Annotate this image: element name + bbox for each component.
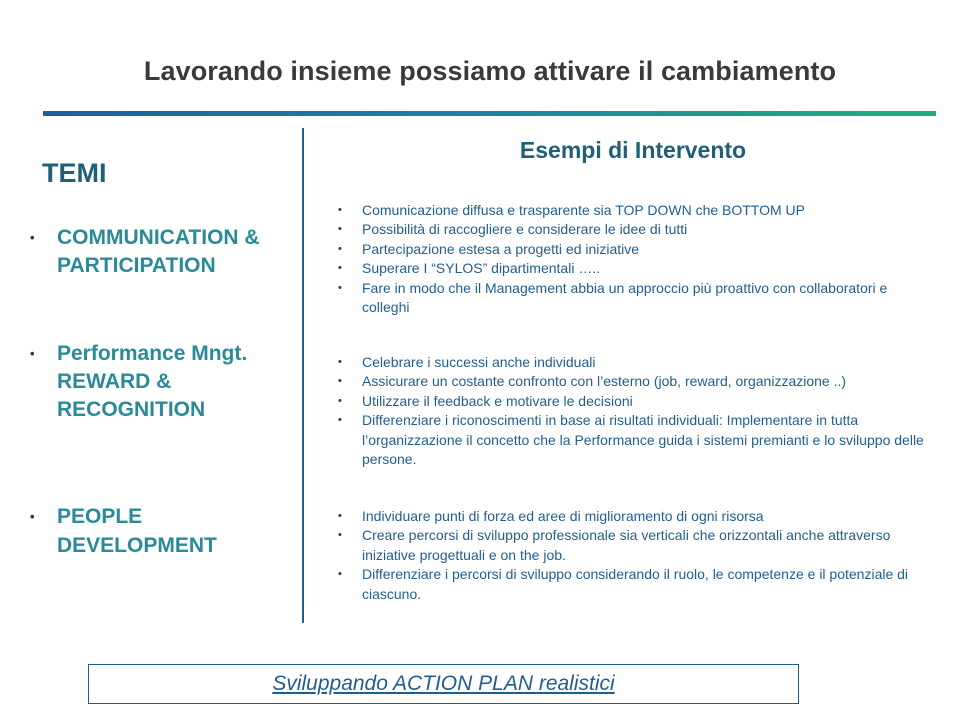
bullet-icon: • (30, 509, 35, 524)
bullet-icon: • (30, 230, 35, 245)
theme-label-line: COMMUNICATION & (57, 226, 260, 249)
bullet-icon: • (338, 568, 342, 581)
list-item (336, 507, 916, 526)
bullet-icon: • (338, 356, 342, 368)
list-item (336, 392, 932, 411)
theme-label-line: RECOGNITION (57, 398, 206, 421)
theme-label-line: REWARD & (57, 370, 172, 393)
list-item (336, 279, 916, 318)
column-divider (302, 128, 304, 623)
bullet-icon: • (338, 414, 342, 427)
list-item-text: Individuare punti di forza ed aree di miglioramento di ogni risorsa (362, 508, 764, 524)
list-item-text: Fare in modo che il Management abbia un approccio più proattivo con collaboratori e colleghi (362, 279, 888, 316)
list-item-text: Celebrare i successi anche individuali (362, 354, 596, 370)
temi-heading: TEMI (42, 158, 107, 188)
list-item (336, 353, 932, 372)
action-plan-box (88, 664, 799, 704)
bullet-icon: • (338, 223, 342, 236)
list-item-text: Differenziare i riconoscimenti in base ai risultati individuali: Implementare in tutta l’organizzazione il concetto che la Performance guida i sistemi premianti e lo sviluppo delle persone. (362, 412, 924, 468)
examples-list-people (336, 507, 916, 604)
bullet-icon: • (338, 281, 342, 294)
list-item-text: Creare percorsi di sviluppo professionale sia verticali che orizzontali anche attraverso iniziative progettuali e on the job. (362, 527, 891, 563)
theme-label-line: Performance Mngt. (57, 342, 248, 365)
title-divider (43, 111, 936, 116)
list-item (336, 526, 916, 565)
bullet-icon: • (338, 204, 342, 216)
examples-list-communication (336, 201, 916, 317)
theme-communication (30, 224, 300, 280)
list-item (336, 240, 916, 259)
list-item-text: Assicurare un costante confronto con l’esterno (job, reward, organizzazione ..) (362, 373, 847, 390)
slide-title: Lavorando insieme possiamo attivare il cambiamento (143, 56, 837, 86)
action-plan-link[interactable]: Sviluppando ACTION PLAN realistici (272, 672, 615, 695)
theme-label-line: PEOPLE (57, 505, 143, 528)
bullet-icon: • (30, 346, 35, 361)
list-item-text: Partecipazione estesa a progetti ed iniziative (362, 240, 640, 257)
bullet-icon: • (338, 510, 342, 522)
list-item (336, 372, 932, 391)
bullet-icon: • (338, 375, 342, 388)
list-item (336, 220, 916, 239)
list-item (336, 259, 916, 278)
list-item-text: Differenziare i percorsi di sviluppo considerando il ruolo, le competenze e il potenziale di ciascuno. (362, 566, 909, 602)
list-item-text: Comunicazione diffusa e trasparente sia TOP DOWN che BOTTOM UP (362, 202, 805, 218)
theme-label-line: DEVELOPMENT (57, 534, 217, 557)
list-item-text: Superare I “SYLOS” dipartimentali ….. (362, 260, 601, 277)
list-item-text: Utilizzare il feedback e motivare le decisioni (362, 392, 633, 409)
bullet-icon: • (338, 529, 342, 542)
list-item (336, 201, 916, 220)
list-item (336, 565, 916, 604)
bullet-icon: • (338, 262, 342, 275)
examples-list-performance (336, 353, 932, 469)
list-item-text: Possibilità di raccogliere e considerare le idee di tutti (362, 221, 688, 238)
examples-heading: Esempi di Intervento (519, 137, 747, 163)
bullet-icon: • (338, 242, 342, 255)
theme-people-development (30, 502, 300, 560)
bullet-icon: • (338, 394, 342, 407)
list-item (336, 411, 932, 469)
theme-label-line: PARTICIPATION (57, 254, 216, 277)
theme-performance (30, 340, 300, 424)
